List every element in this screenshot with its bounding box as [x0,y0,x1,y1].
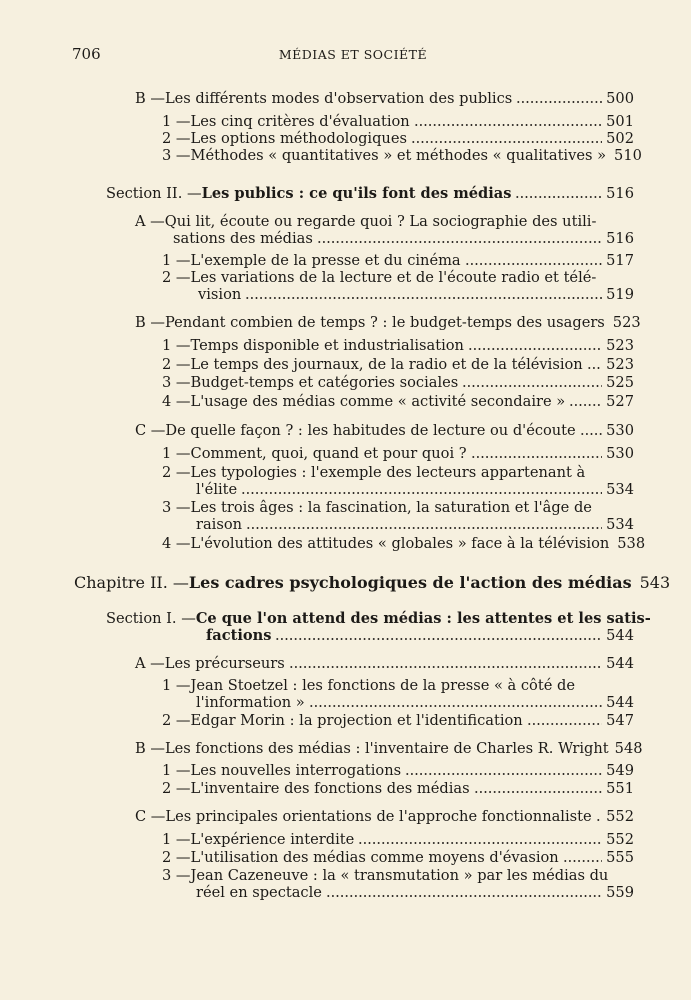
toc-entry-prefix: 2 — [162,130,191,147]
toc-page-number: 534 [606,481,634,498]
page-header [72,45,634,65]
toc-entry-continuation [196,884,634,901]
dot-leader [275,629,602,641]
toc-page-number: 544 [606,655,634,672]
dot-leader [468,339,602,351]
toc-entry [135,422,634,439]
toc-entry-continuation [196,694,634,711]
toc-entry [162,130,634,147]
dot-leader [245,288,602,300]
toc-entry [162,499,634,516]
toc-entry [135,90,634,107]
toc-page-number: 544 [606,627,634,644]
toc-entry-prefix: 4 — [162,535,191,552]
toc-entry [162,252,634,269]
dot-leader [569,395,602,407]
toc-entry-prefix: 1 — [162,337,191,354]
toc-entry-prefix: C — [135,422,166,439]
toc-entry-text: Pendant combien de temps ? : le budget-temps des usagers [164,314,605,331]
toc-page-number: 523 [612,314,641,331]
toc-entry [162,677,634,694]
dot-leader [358,833,602,845]
toc-entry [162,337,634,354]
toc-entry-prefix: Section II. — [106,185,202,202]
toc-section-entry [106,185,634,202]
toc-entry [162,113,634,130]
toc-entry-text: Les nouvelles interrogations [190,762,402,779]
toc-page-number: 530 [606,445,634,462]
toc-entry-text: l'élite [196,481,238,498]
toc-entry-continuation [173,230,634,247]
dot-leader [289,657,602,669]
toc-entry [162,445,634,462]
toc-entry [162,356,634,373]
toc-page-number: 525 [606,374,634,391]
toc-entry-continuation [196,481,634,498]
dot-leader [527,714,602,726]
toc-page-number: 516 [606,185,634,202]
toc-page-number: 517 [606,252,634,269]
toc-entry-prefix: 1 — [162,252,191,269]
toc-page-number: 555 [606,849,634,866]
toc-page-number: 559 [606,884,634,901]
toc-entry-prefix: 3 — [162,147,191,164]
toc-page-number: 523 [606,356,634,373]
toc-entry-continuation [196,516,634,533]
toc-entry [135,740,643,757]
toc-entry [162,374,634,391]
toc-page-number: 547 [606,712,634,729]
toc-entry-prefix: A — [135,655,165,672]
dot-leader [516,92,602,104]
dot-leader [580,424,602,436]
toc-entry-text: Les fonctions des médias : l'inventaire de Charles R. Wright [164,740,609,757]
toc-entry-text: Les principales orientations de l'approche fonctionnaliste [165,808,592,825]
toc-entry-prefix: 2 — [162,849,191,866]
toc-entry-prefix: 2 — [162,712,191,729]
toc-entry-prefix: A — [135,213,165,230]
dot-leader [474,782,603,794]
toc-entry-text: raison [196,516,243,533]
toc-entry-text: Les différents modes d'observation des publics [164,90,513,107]
toc-page-number: 501 [606,113,634,130]
toc-entry-prefix: Chapitre II. — [74,573,189,592]
toc-entry-text: Comment, quoi, quand et pour quoi ? [190,445,467,462]
dot-leader [465,254,603,266]
toc-entry-text: Les cadres psychologiques de l'action des médias [188,573,632,592]
toc-entry [135,314,641,331]
toc-page-number: 530 [606,422,634,439]
toc-entry-prefix: 2 — [162,464,191,481]
toc-entry [162,269,634,286]
toc-page-number: 523 [606,337,634,354]
toc-entry-text: L'expérience interdite [190,831,355,848]
toc-entry-text: Les typologies : l'exemple des lecteurs appartenant à [190,464,586,481]
toc-entry [135,808,634,825]
toc-entry-text: L'inventaire des fonctions des médias [190,780,470,797]
toc-entry-prefix: 2 — [162,269,191,286]
toc-entry-prefix: 3 — [162,867,191,884]
toc-page-number: 551 [606,780,634,797]
toc-entry-continuation [206,627,634,644]
toc-entry-prefix: B — [135,740,165,757]
toc-entry-text: Edgar Morin : la projection et l'identification [190,712,523,729]
toc-page-number: 527 [606,393,634,410]
toc-entry-text: Les cinq critères d'évaluation [190,113,410,130]
toc-entry [162,535,646,552]
toc-entry-text: vision [198,286,242,303]
toc-entry-text: Jean Stoetzel : les fonctions de la presse « à côté de [190,677,575,694]
toc-page-number: 552 [606,831,634,848]
dot-leader [563,851,602,863]
toc-entry-prefix: 4 — [162,393,191,410]
toc-entry-text: Budget-temps et catégories sociales [190,374,459,391]
dot-leader [596,810,603,822]
toc-entry-text: Méthodes « quantitatives » et méthodes « qualitatives » [190,147,607,164]
toc-entry-text: sations des médias [173,230,313,247]
dot-leader [411,132,602,144]
toc-entry [135,213,634,230]
toc-entry-text: Les publics : ce qu'ils font des médias [201,185,512,202]
toc-entry-text: L'usage des médias comme « activité secondaire » [190,393,566,410]
toc-entry-continuation [198,286,634,303]
toc-entry-prefix: C — [135,808,166,825]
toc-entry-text: l'information » [196,694,305,711]
toc-entry-text: Les trois âges : la fascination, la saturation et l'âge de [190,499,592,516]
toc-entry [162,712,634,729]
toc-entry [162,147,642,164]
toc-entry-prefix: 3 — [162,499,191,516]
toc-entry-prefix: 3 — [162,374,191,391]
toc-entry [162,831,634,848]
toc-entry-text: L'évolution des attitudes « globales » face à la télévision [190,535,610,552]
toc-entry [135,655,634,672]
toc-entry [162,849,634,866]
toc-page-number: 549 [606,762,634,779]
toc-entry-prefix: 1 — [162,831,191,848]
page-number: 706 [72,45,101,63]
toc-entry [162,762,634,779]
toc-entry-text: Le temps des journaux, de la radio et de la télévision [190,356,583,373]
toc-page-number: 510 [614,147,642,164]
toc-page-number: 500 [606,90,634,107]
toc-entry-prefix: B — [135,90,165,107]
toc-entry-prefix: 1 — [162,762,191,779]
running-title: MÉDIAS ET SOCIÉTÉ [278,47,428,62]
toc-page-number: 519 [606,286,634,303]
toc-page-number: 548 [614,740,643,757]
toc-entry-text: Les précurseurs [164,655,285,672]
dot-leader [515,187,602,199]
toc-page-number: 502 [606,130,634,147]
toc-entry [162,867,634,884]
toc-entry-prefix: 2 — [162,356,191,373]
dot-leader [587,358,602,370]
toc-entry-prefix: B — [135,314,165,331]
toc-entry-prefix: 1 — [162,113,191,130]
toc-entry-text: Jean Cazeneuve : la « transmutation » par les médias du [190,867,609,884]
toc-entry-text: factions [206,627,272,644]
dot-leader [326,886,602,898]
dot-leader [317,232,602,244]
toc-entry-prefix: 2 — [162,780,191,797]
toc-page-number: 516 [606,230,634,247]
dot-leader [471,447,603,459]
toc-entry [162,780,634,797]
toc-entry [162,393,634,410]
dot-leader [462,376,602,388]
toc-page-number: 543 [639,573,671,592]
toc-entry [162,464,634,481]
toc-entry-text: De quelle façon ? : les habitudes de lecture ou d'écoute [165,422,576,439]
toc-page-number: 538 [617,535,646,552]
toc-page-number: 552 [606,808,634,825]
toc-chapter-entry [74,573,671,592]
toc-page-number: 534 [606,516,634,533]
toc-entry-text: Les options méthodologiques [190,130,407,147]
toc-page-number: 544 [606,694,634,711]
toc-entry-text: Qui lit, écoute ou regarde quoi ? La sociographie des utili- [164,213,597,230]
dot-leader [405,764,602,776]
toc-entry-prefix: Section I. — [106,610,196,627]
dot-leader [414,115,602,127]
toc-entry-text: L'exemple de la presse et du cinéma [190,252,461,269]
dot-leader [246,518,602,530]
dot-leader [309,696,602,708]
toc-entry-prefix: 1 — [162,445,191,462]
toc-entry-text: réel en spectacle [196,884,322,901]
toc-entry-text: L'utilisation des médias comme moyens d'évasion [190,849,559,866]
toc-entry-text: Temps disponible et industrialisation [190,337,464,354]
toc-entry-prefix: 1 — [162,677,191,694]
toc-entry-text: Les variations de la lecture et de l'écoute radio et télé- [190,269,597,286]
toc-entry-text: Ce que l'on attend des médias : les attentes et les satis- [195,610,651,627]
toc-section-entry [106,610,651,627]
dot-leader [241,483,602,495]
